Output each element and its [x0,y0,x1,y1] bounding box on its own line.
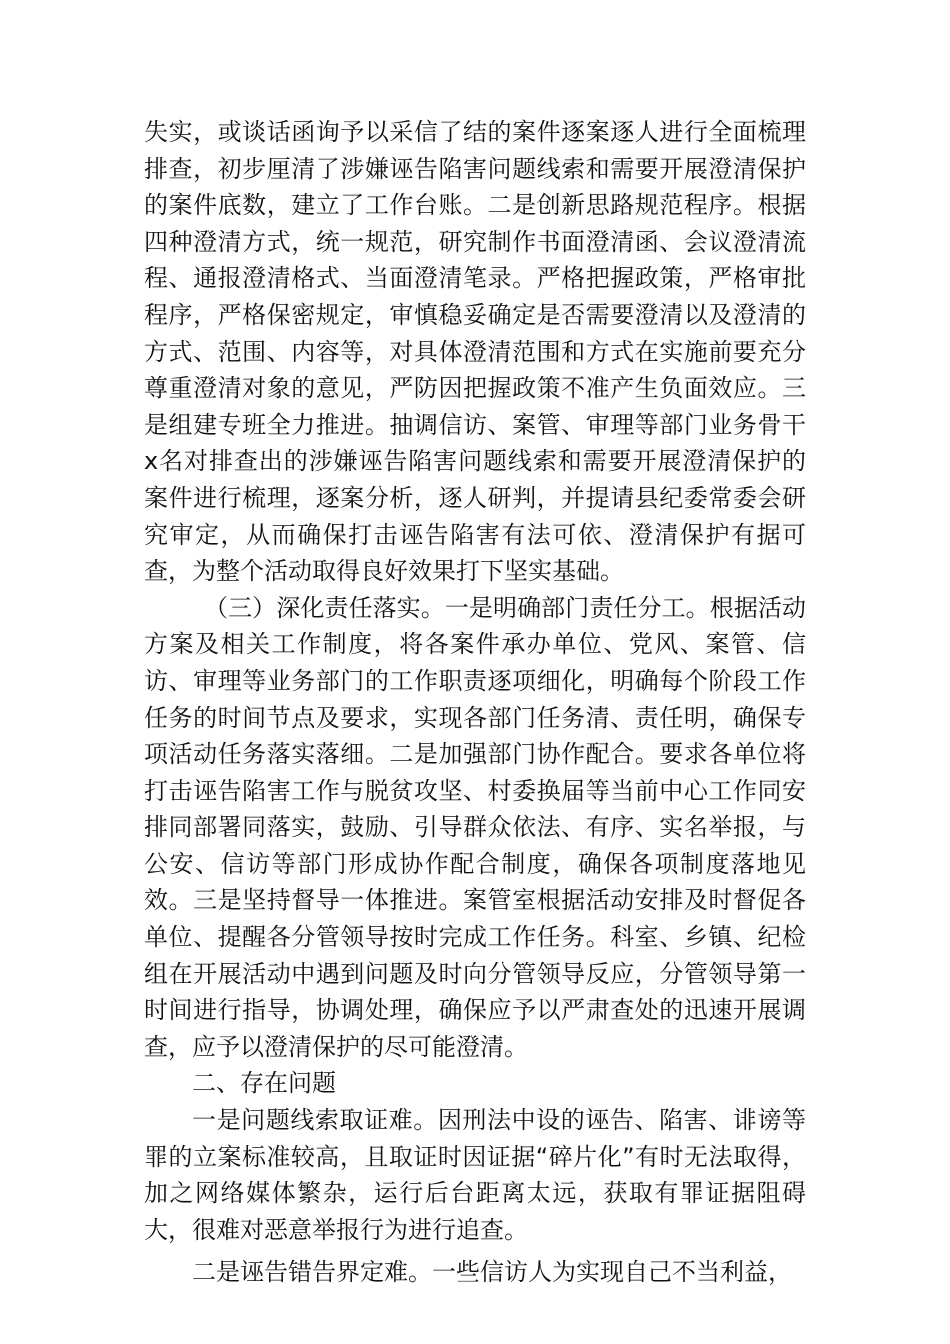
paragraph-definition-difficulty: 二是诬告错告界定难。一些信访人为实现自己不当利益， [192,1258,792,1287]
paragraph-clarification-procedure: 失实，或谈话函询予以采信了结的案件逐案逐人进行全面梳理排查，初步厘清了涉嫌诬告陷害问题线索和需要开展澄清保护的案件底数，建立了工作台账。二是创新思路规范程序。根据四种澄清方式，统一规范，研究制作书面澄清函、会议澄清流程、通报澄清格式、当面澄清笔录。严格把握政策，严格审批程序，严格保密规定，审慎稳妥确定是否需要澄清以及澄清的方式、范围、内容等，对具体澄清范围和方式在实施前要充分尊重澄清对象的意见，严防因把握政策不准产生负面效应。三是组建专班全力推进。抽调信访、案管、审理等部门业务骨干x名对排查出的涉嫌诬告陷害问题线索和需要开展澄清保护的案件进行梳理，逐案分析，逐人研判，并提请县纪委常委会研究审定，从而确保打击诬告陷害有法可依、澄清保护有据可查，为整个活动取得良好效果打下坚实基础。 [144,118,806,586]
paragraph-responsibility: （三）深化责任落实。一是明确部门责任分工。根据活动方案及相关工作制度，将各案件承办单位、党风、案管、信访、审理等业务部门的工作职责逐项细化，明确每个阶段工作任务的时间节点及要求，实现各部门任务清、责任明，确保专项活动任务落实落细。二是加强部门协作配合。要求各单位将打击诬告陷害工作与脱贫攻坚、村委换届等当前中心工作同安排同部署同落实，鼓励、引导群众依法、有序、实名举报，与公安、信访等部门形成协作配合制度，确保各项制度落地见效。三是坚持督导一体推进。案管室根据活动安排及时督促各单位、提醒各分管领导按时完成工作任务。科室、乡镇、纪检组在开展活动中遇到问题及时向分管领导反应，分管领导第一时间进行指导，协调处理，确保应予以严肃查处的迅速开展调查，应予以澄清保护的尽可能澄清。 [144,593,806,1061]
section-heading-problems: 二、存在问题 [192,1069,336,1098]
paragraph-evidence-difficulty: 一是问题线索取证难。因刑法中设的诬告、陷害、诽谤等罪的立案标准较高，且取证时因证据“碎片化”有时无法取得，加之网络媒体繁杂，运行后台距离太远，获取有罪证据阻碍大，很难对恶意举报行为进行追查。 [144,1106,806,1244]
document-page [144,114,806,1291]
